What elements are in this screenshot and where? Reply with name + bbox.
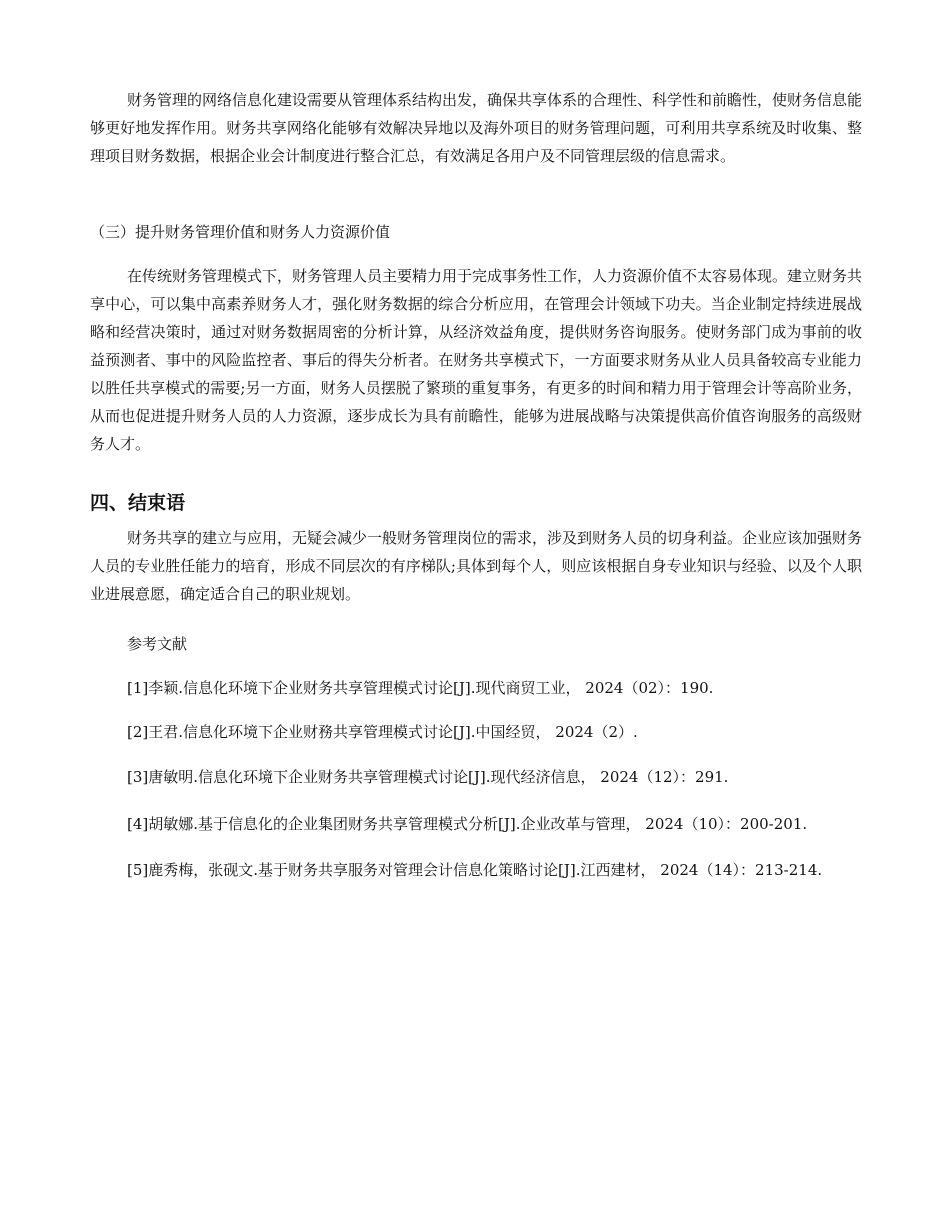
paragraph-text: 财务管理的网络信息化建设需要从管理体系结构出发，确保共享体系的合理性、科学性和前瞻性，使财务信息能够更好地发挥作用。财务共享网络化能够有效解决异地以及海外项目的财务管理问题，可利用共享系统及时收集、整理项目财务数据，根据企业会计制度进行整合汇总，有效满足各用户及不同管理层级的信息需求。	[90, 91, 863, 165]
paragraph-value-improvement	[90, 262, 862, 458]
section-subheading: （三）提升财务管理价值和财务人力资源价值	[90, 223, 391, 241]
references-title: 参考文献	[127, 635, 188, 653]
reference-item-3: [3]唐敏明.信息化环境下企业财务共享管理模式讨论[J].现代经济信息， 2024（12）：291.	[127, 768, 729, 786]
reference-item-2: [2]王君.信息化环境下企业财務共享管理模式讨论[J].中国经贸， 2024（2）.	[127, 723, 638, 741]
paragraph-network-informatization	[90, 86, 862, 170]
reference-item-1: [1]李颖.信息化环境下企业财务共享管理模式讨论[J].现代商贸工业， 2024（02）：190.	[127, 679, 714, 697]
reference-item-4: [4]胡敏娜.基于信息化的企业集团财务共享管理模式分析[J].企业改革与管理， 2024（10）：200-201.	[127, 815, 808, 833]
reference-item-5: [5]鹿秀梅，张砚文.基于财务共享服务对管理会计信息化策略讨论[J].江西建材， 2024（14）：213-214.	[127, 861, 823, 879]
paragraph-conclusion	[90, 524, 862, 608]
section-heading-conclusion: 四、结束语	[90, 492, 186, 514]
paragraph-text: 财务共享的建立与应用，无疑会减少一般财务管理岗位的需求，涉及到财务人员的切身利益。企业应该加强财务人员的专业胜任能力的培育，形成不同层次的有序梯队;具体到每个人，则应该根据自身专业知识与经验、以及个人职业进展意愿，确定适合自己的职业规划。	[90, 529, 863, 603]
paragraph-text: 在传统财务管理模式下，财务管理人员主要精力用于完成事务性工作，人力资源价值不太容易体现。建立财务共享中心，可以集中高素养财务人才，强化财务数据的综合分析应用，在管理会计领域下功夫。当企业制定持续进展战略和经营决策时，通过对财务数据周密的分析计算，从经济效益角度，提供财务咨询服务。使财务部门成为事前的收益预测者、事中的风险监控者、事后的得失分析者。在财务共享模式下，一方面要求财务从业人员具备较高专业能力以胜任共享模式的需要;另一方面，财务人员摆脱了繁琐的重复事务，有更多的时间和精力用于管理会计等高阶业务，从而也促进提升财务人员的人力资源，逐步成长为具有前瞻性，能够为进展战略与决策提供高价值咨询服务的高级财务人才。	[90, 267, 863, 453]
